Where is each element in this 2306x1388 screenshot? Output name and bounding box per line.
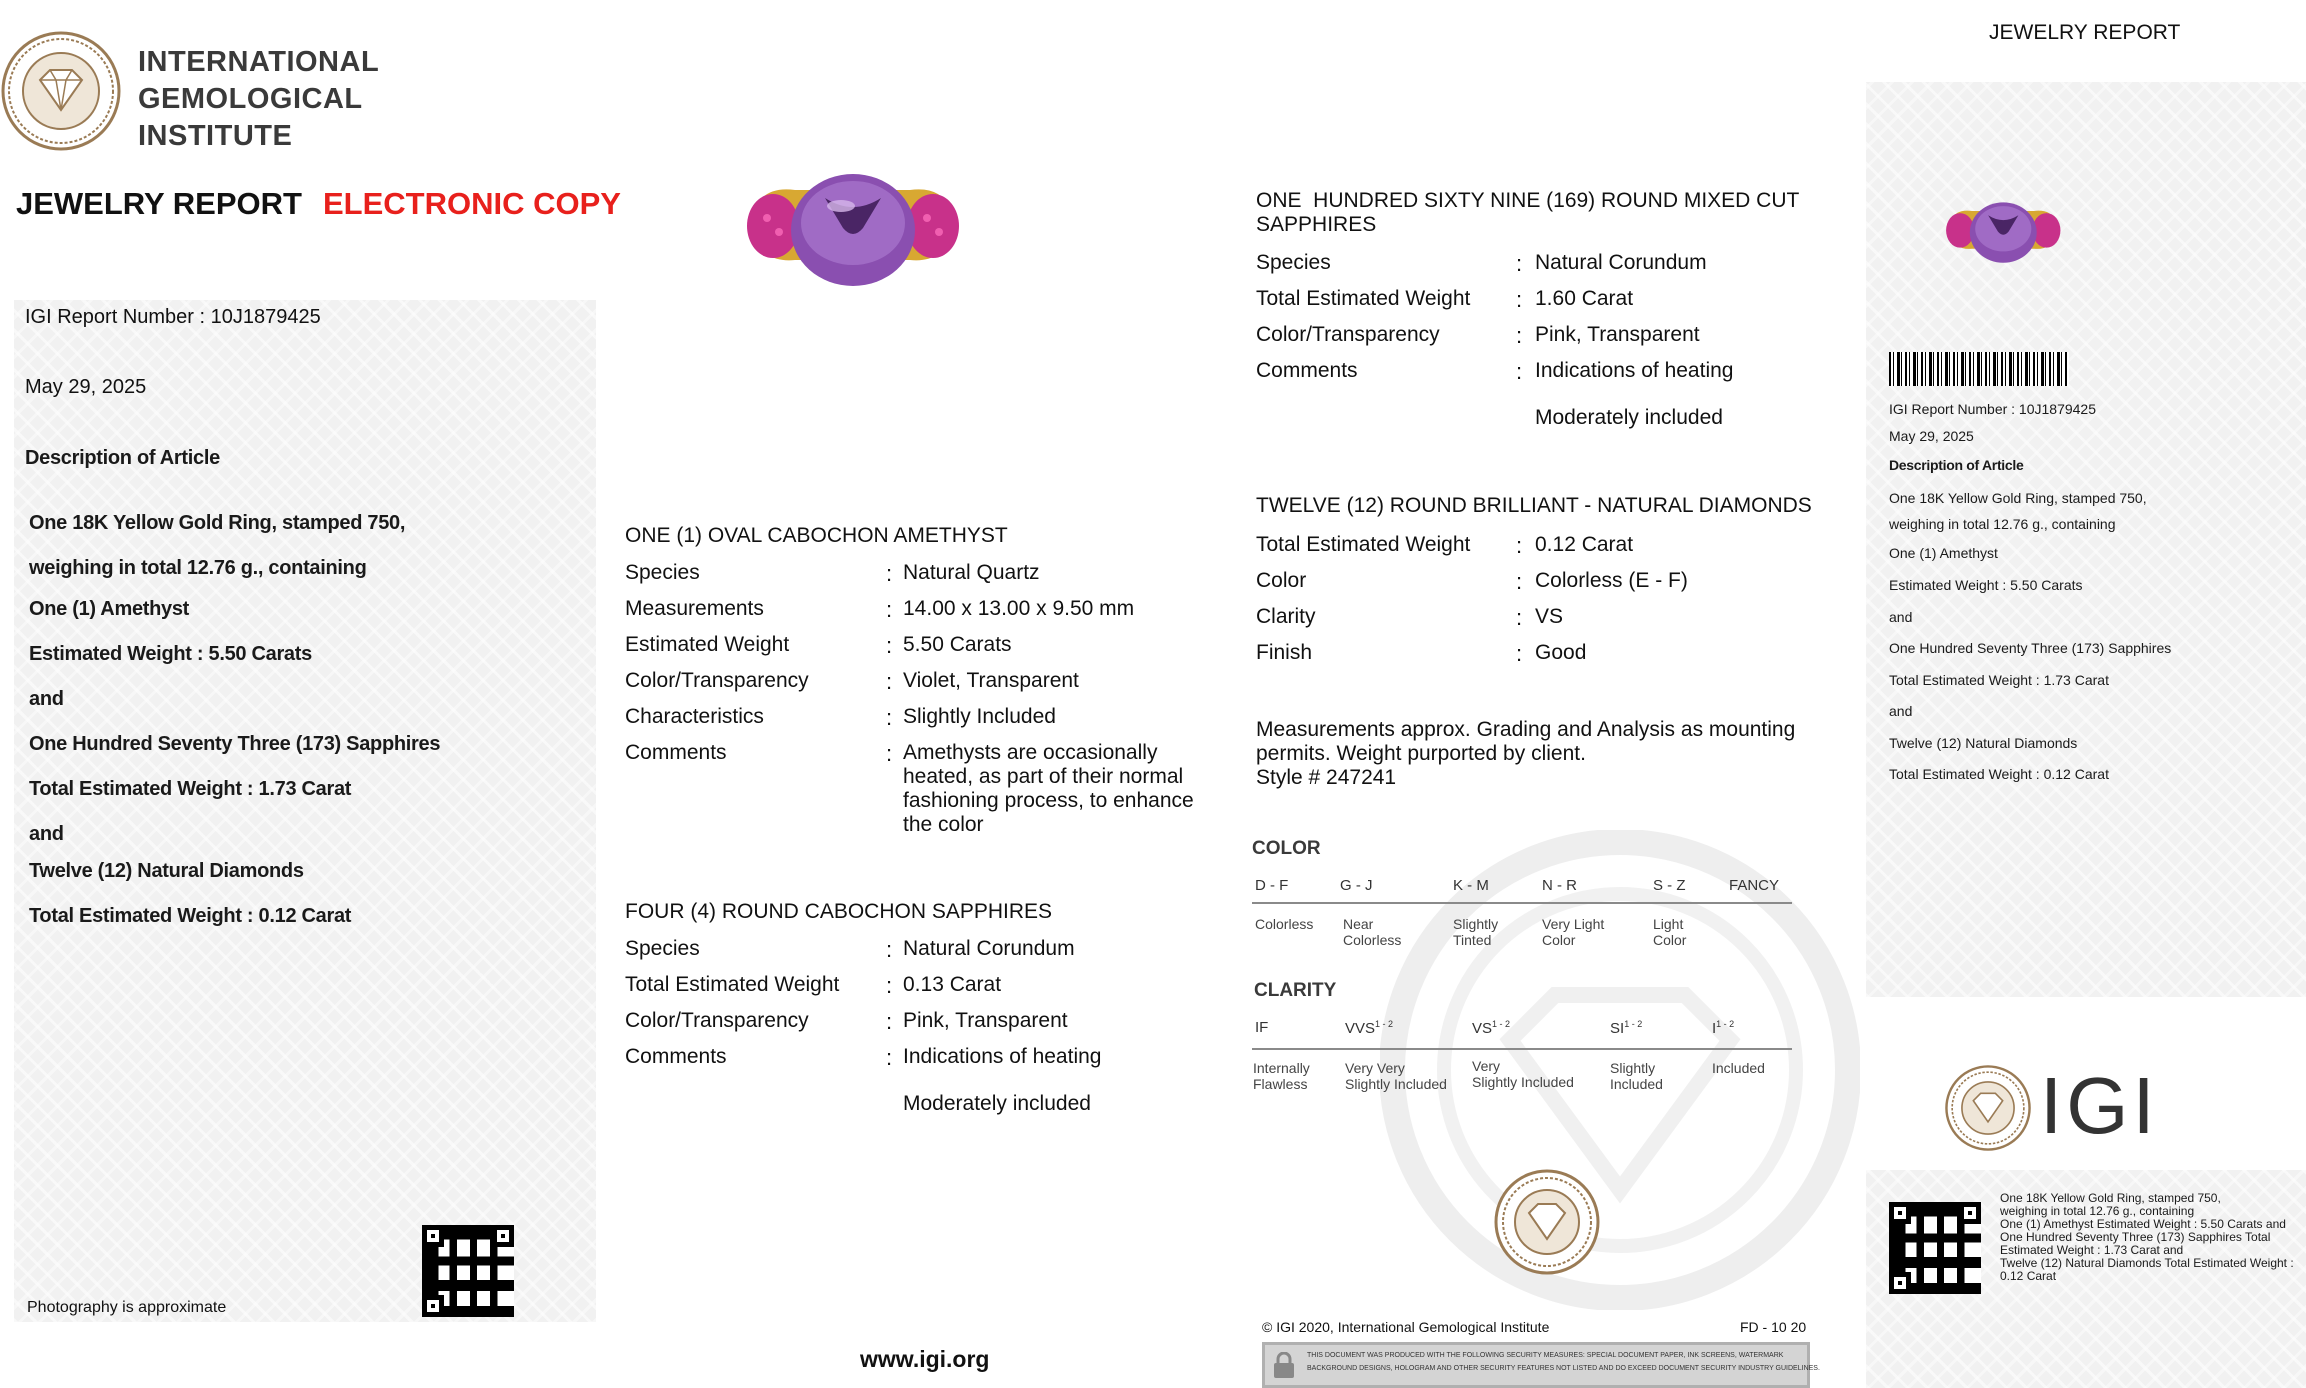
field-value: Indications of heating — [1535, 359, 1734, 382]
field-value: 1.60 Carat — [1535, 287, 1634, 310]
color-grade: K - M — [1453, 877, 1489, 894]
field-value: Colorless (E - F) — [1535, 569, 1688, 592]
field-label: Color/Transparency — [625, 669, 809, 692]
side-line: weighing in total 12.76 g., containing — [1889, 516, 2116, 532]
field-label: Comments — [625, 1045, 727, 1068]
sapphire4-section-title: FOUR (4) ROUND CABOCHON SAPPHIRES — [625, 900, 1053, 923]
qr-code[interactable] — [422, 1225, 514, 1317]
logo-line-3: INSTITUTE — [138, 120, 293, 152]
right-panel — [1866, 82, 2306, 997]
separator: : — [886, 705, 893, 730]
description-line: weighing in total 12.76 g., containing — [29, 557, 367, 579]
field-value: Pink, Transparent — [1535, 323, 1700, 346]
website-link[interactable]: www.igi.org — [860, 1346, 990, 1372]
notes-line-2: permits. Weight purported by client. — [1256, 742, 1586, 765]
side-line: Total Estimated Weight : 1.73 Carat — [1889, 672, 2109, 688]
photo-note: Photography is approximate — [27, 1299, 227, 1316]
color-grade: N - R — [1542, 877, 1577, 894]
separator: : — [886, 633, 893, 658]
side-description-heading: Description of Article — [1889, 457, 2024, 473]
extra-note: Moderately included — [903, 1092, 1091, 1115]
clarity-grade: SI$^{1 - 2}$ — [1610, 1019, 1643, 1037]
field-value: Good — [1535, 641, 1587, 664]
field-value: Slightly Included — [903, 705, 1056, 728]
color-description: Slightly Tinted — [1453, 916, 1499, 948]
barcode — [1889, 352, 2069, 386]
comment-continuation: fashioning process, to enhance — [903, 789, 1194, 812]
clarity-description: Included — [1712, 1060, 1765, 1076]
side-report-number: IGI Report Number : 10J1879425 — [1889, 401, 2097, 417]
separator: : — [1516, 641, 1523, 666]
clarity-grade: IF — [1255, 1019, 1269, 1036]
separator: : — [1516, 287, 1523, 312]
field-label: Characteristics — [625, 705, 764, 728]
description-line: and — [29, 823, 64, 845]
field-label: Color — [1256, 569, 1307, 592]
clarity-scale-heading: CLARITY — [1254, 980, 1337, 1001]
side-line: Twelve (12) Natural Diamonds — [1889, 735, 2078, 751]
field-label: Total Estimated Weight — [1256, 287, 1471, 310]
separator: : — [1516, 569, 1523, 594]
side-line: One Hundred Seventy Three (173) Sapphires — [1889, 640, 2172, 656]
field-value: 14.00 x 13.00 x 9.50 mm — [903, 597, 1135, 620]
security-text-1: THIS DOCUMENT WAS PRODUCED WITH THE FOLLOWING SECURITY MEASURES: SPECIAL DOCUMENT PAPER, INK SCREENS, WATERMARK — [1307, 1352, 1784, 1359]
ring-photo — [745, 168, 960, 290]
description-heading: Description of Article — [25, 447, 220, 469]
field-value: Indications of heating — [903, 1045, 1102, 1068]
field-label: Species — [1256, 251, 1331, 274]
security-strip — [1262, 1342, 1820, 1388]
field-label: Measurements — [625, 597, 764, 620]
lock-icon — [1271, 1352, 1297, 1380]
comment-continuation: heated, as part of their normal — [903, 765, 1184, 788]
report-title: JEWELRY REPORT — [16, 186, 302, 221]
color-description: Near Colorless — [1343, 916, 1402, 948]
color-grade: S - Z — [1653, 877, 1686, 894]
color-scale-heading: COLOR — [1252, 838, 1321, 859]
logo-line-1: INTERNATIONAL — [138, 46, 380, 78]
color-description: Colorless — [1255, 916, 1314, 932]
description-line: One (1) Amethyst — [29, 598, 190, 620]
separator: : — [886, 669, 893, 694]
comment-continuation: the color — [903, 813, 984, 836]
separator: : — [1516, 359, 1523, 384]
description-line: Twelve (12) Natural Diamonds — [29, 860, 304, 882]
field-value: Natural Quartz — [903, 561, 1040, 584]
separator: : — [886, 973, 893, 998]
field-value: Natural Corundum — [903, 937, 1075, 960]
top-right-title: JEWELRY REPORT — [1989, 21, 2181, 44]
clarity-description: Very Slightly Included — [1472, 1058, 1574, 1090]
clarity-description: Slightly Included — [1610, 1060, 1663, 1092]
clarity-grade: $I^{1 - 2}$ — [1712, 1019, 1735, 1037]
field-value: Amethysts are occasionally — [903, 741, 1158, 764]
separator: : — [1516, 605, 1523, 630]
igi-seal-icon — [0, 30, 122, 152]
color-grade: FANCY — [1729, 877, 1780, 894]
style-number: Style # 247241 — [1256, 766, 1397, 789]
field-value: 5.50 Carats — [903, 633, 1012, 656]
separator: : — [886, 741, 893, 766]
field-value: Pink, Transparent — [903, 1009, 1068, 1032]
color-grade: D - F — [1255, 877, 1289, 894]
side-line: and — [1889, 609, 1913, 625]
igi-seal-icon — [1493, 1168, 1601, 1276]
report-date: May 29, 2025 — [25, 376, 147, 398]
clarity-grade: VVS$^{1 - 2}$ — [1345, 1019, 1394, 1037]
field-label: Estimated Weight — [625, 633, 790, 656]
separator: : — [886, 1045, 893, 1070]
security-text-2: BACKGROUND DESIGNS, HOLOGRAM AND OTHER SECURITY FEATURES NOT LISTED AND DO EXCEED DOCUMENT SECURITY INDUSTRY GUIDELINES. — [1307, 1365, 1820, 1372]
copyright: © IGI 2020, International Gemological Institute — [1262, 1319, 1550, 1335]
color-scale-rule — [1252, 902, 1792, 904]
description-line: Total Estimated Weight : 0.12 Carat — [29, 905, 352, 927]
separator: : — [886, 937, 893, 962]
separator: : — [1516, 251, 1523, 276]
description-line: Estimated Weight : 5.50 Carats — [29, 643, 312, 665]
color-description: Light Color — [1653, 916, 1687, 948]
field-value: Violet, Transparent — [903, 669, 1079, 692]
qr-code[interactable] — [1889, 1202, 1981, 1294]
field-label: Clarity — [1256, 605, 1316, 628]
separator: : — [1516, 323, 1523, 348]
description-line: and — [29, 688, 64, 710]
report-number: IGI Report Number : 10J1879425 — [25, 306, 321, 328]
extra-note: Moderately included — [1535, 406, 1723, 429]
notes-line-1: Measurements approx. Grading and Analysis as mounting — [1256, 718, 1796, 741]
description-line: One Hundred Seventy Three (173) Sapphires — [29, 733, 441, 755]
electronic-copy-label: ELECTRONIC COPY — [323, 186, 621, 221]
igi-logo — [0, 24, 380, 154]
description-line: One 18K Yellow Gold Ring, stamped 750, — [29, 512, 406, 534]
field-label: Finish — [1256, 641, 1313, 664]
ring-thumbnail — [1945, 196, 2061, 268]
color-grade: G - J — [1340, 877, 1373, 894]
separator: : — [886, 597, 893, 622]
clarity-grade: VS$^{1 - 2}$ — [1472, 1019, 1511, 1037]
sapphire169-title-line-1: ONE HUNDRED SIXTY NINE (169) ROUND MIXED CUT — [1256, 189, 1800, 212]
sapphire169-title-line-2: SAPPHIRES — [1256, 213, 1377, 236]
side-line: One 18K Yellow Gold Ring, stamped 750, — [1889, 490, 2147, 506]
color-description: Very Light Color — [1542, 916, 1605, 948]
amethyst-section-title: ONE (1) OVAL CABOCHON AMETHYST — [625, 524, 1008, 547]
side-line: Total Estimated Weight : 0.12 Carat — [1889, 766, 2109, 782]
form-code: FD - 10 20 — [1740, 1319, 1807, 1335]
field-label: Comments — [1256, 359, 1358, 382]
clarity-scale-rule — [1252, 1048, 1792, 1050]
igi-seal-icon — [1944, 1064, 2032, 1152]
field-label: Color/Transparency — [1256, 323, 1440, 346]
description-line: Total Estimated Weight : 1.73 Carat — [29, 778, 352, 800]
igi-brand-text: IGI — [2040, 1061, 2159, 1150]
separator: : — [886, 561, 893, 586]
side-line: and — [1889, 703, 1913, 719]
separator: : — [886, 1009, 893, 1034]
field-label: Total Estimated Weight — [1256, 533, 1471, 556]
logo-line-2: GEMOLOGICAL — [138, 83, 363, 115]
field-label: Species — [625, 937, 700, 960]
field-value: VS — [1535, 605, 1564, 628]
field-label: Comments — [625, 741, 727, 764]
side-line: Estimated Weight : 5.50 Carats — [1889, 577, 2083, 593]
field-value: 0.13 Carat — [903, 973, 1002, 996]
clarity-description: Internally Flawless — [1253, 1060, 1310, 1092]
side-line: One (1) Amethyst — [1889, 545, 1998, 561]
field-value: 0.12 Carat — [1535, 533, 1634, 556]
separator: : — [1516, 533, 1523, 558]
side-summary: One 18K Yellow Gold Ring, stamped 750, weighing in total 12.76 g., containing One (1) Amethyst Estimated Weight : 5.50 Carats and One Hundred Seventy Three (173) Sapphires Total Estimated Weight : 1.73 Carat and Twelve (12) Natural Diamonds Total Estimated Weight : 0.12 Carat — [2000, 1191, 2294, 1283]
diamond-section-title: TWELVE (12) ROUND BRILLIANT - NATURAL DIAMONDS — [1256, 494, 1812, 517]
field-label: Species — [625, 561, 700, 584]
side-date: May 29, 2025 — [1889, 428, 1974, 444]
field-label: Total Estimated Weight — [625, 973, 840, 996]
field-value: Natural Corundum — [1535, 251, 1707, 274]
clarity-description: Very Very Slightly Included — [1345, 1060, 1447, 1092]
field-label: Color/Transparency — [625, 1009, 809, 1032]
